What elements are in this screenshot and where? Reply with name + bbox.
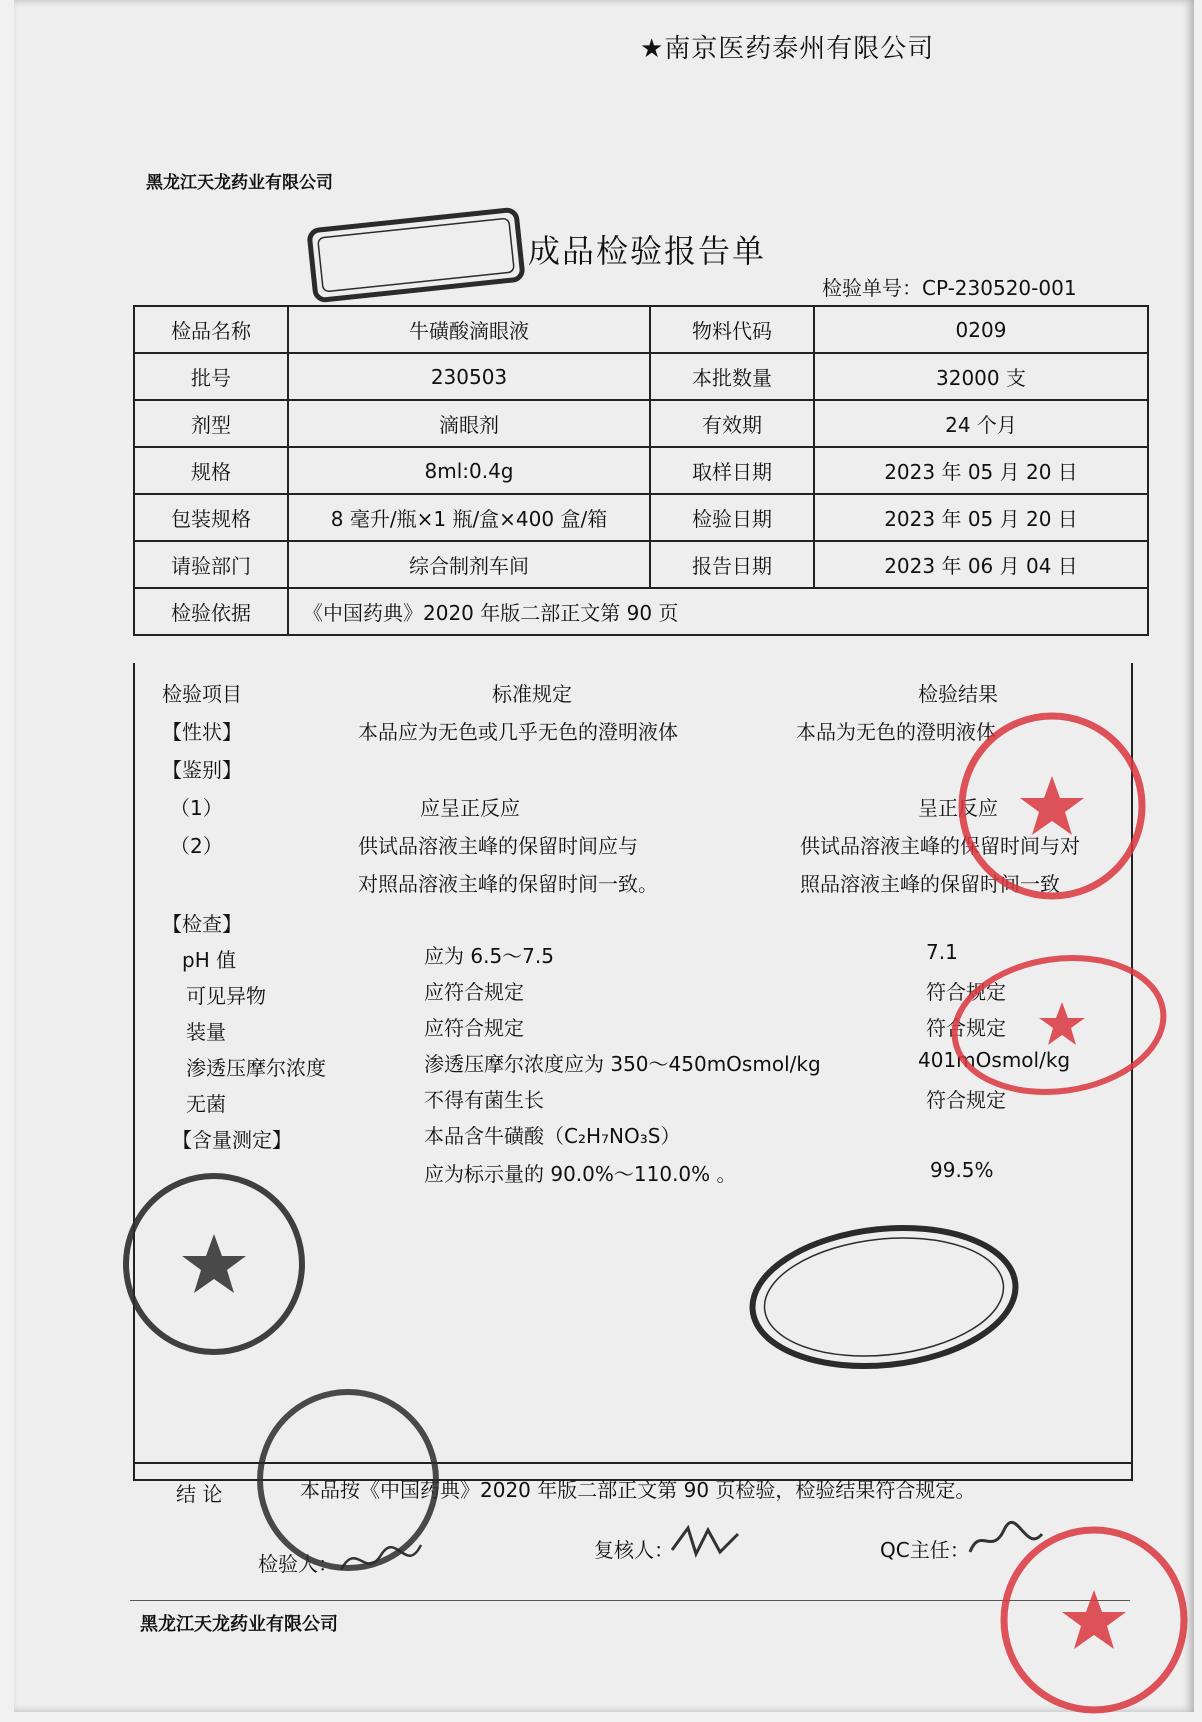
check-result: 401mOsmol/kg xyxy=(918,1048,1071,1072)
inspection-seal-stamp xyxy=(248,1380,448,1584)
char-standard: 本品应为无色或几乎无色的澄明液体 xyxy=(358,720,678,744)
tianxi-copy-stamp xyxy=(944,950,1174,1104)
info-label: 请验部门 xyxy=(134,541,288,588)
info-value: 2023 年 05 月 20 日 xyxy=(814,447,1148,494)
table-row xyxy=(134,447,1148,494)
basis-value: 《中国药典》2020 年版二部正文第 90 页 xyxy=(288,588,1148,635)
bottom-right-qc-stamp xyxy=(994,1520,1194,1722)
info-table xyxy=(133,305,1149,636)
report-number xyxy=(822,272,1077,301)
check-name: pH 值 xyxy=(182,948,237,972)
ident2-standard-2: 对照品溶液主峰的保留时间一致。 xyxy=(358,872,658,896)
qc-label: QC主任： xyxy=(880,1538,970,1562)
info-label: 有效期 xyxy=(650,400,814,447)
top-company-label: ★南京医药泰州有限公司 xyxy=(640,34,935,64)
table-row xyxy=(134,588,1148,635)
tianxi-qm-stamp xyxy=(114,1164,314,1368)
info-value: 230503 xyxy=(288,353,650,400)
info-label: 包装规格 xyxy=(134,494,288,541)
assay-result: 99.5% xyxy=(930,1158,994,1182)
ident1-result: 呈正反应 xyxy=(918,796,998,820)
info-label: 物料代码 xyxy=(650,306,814,353)
conclusion-text: 本品按《中国药典》2020 年版二部正文第 90 页检验，检验结果符合规定。 xyxy=(300,1478,976,1502)
table-row xyxy=(134,541,1148,588)
assay-standard-2: 应为标示量的 90.0%～110.0% 。 xyxy=(424,1162,737,1186)
footer-company: 黑龙江天龙药业有限公司 xyxy=(140,1614,338,1635)
report-title: 成品检验报告单 xyxy=(528,232,767,270)
head-item: 检验项目 xyxy=(162,682,242,706)
info-value: 8ml:0.4g xyxy=(288,447,650,494)
info-value: 滴眼剂 xyxy=(288,400,650,447)
check-result: 符合规定 xyxy=(926,980,1006,1004)
check-name: 渗透压摩尔浓度 xyxy=(186,1056,326,1080)
reviewer-label: 复核人： xyxy=(594,1538,674,1562)
reviewer-signature xyxy=(668,1520,748,1564)
info-label: 取样日期 xyxy=(650,447,814,494)
info-value: 2023 年 05 月 20 日 xyxy=(814,494,1148,541)
table-row xyxy=(134,494,1148,541)
check-label: 【检查】 xyxy=(162,912,242,936)
ident-label: 【鉴别】 xyxy=(162,758,242,782)
basis-label: 检验依据 xyxy=(134,588,288,635)
check-result: 符合规定 xyxy=(926,1088,1006,1112)
footer-rule xyxy=(130,1600,1130,1601)
info-label: 本批数量 xyxy=(650,353,814,400)
check-standard: 不得有菌生长 xyxy=(424,1088,544,1112)
info-value: 2023 年 06 月 04 日 xyxy=(814,541,1148,588)
assay-standard-1: 本品含牛磺酸（C₂H₇NO₃S） xyxy=(424,1124,681,1148)
info-value: 32000 支 xyxy=(814,353,1148,400)
table-row xyxy=(134,353,1148,400)
check-name: 装量 xyxy=(186,1020,226,1044)
ident2-standard-1: 供试品溶液主峰的保留时间应与 xyxy=(358,834,638,858)
info-label: 报告日期 xyxy=(650,541,814,588)
head-result: 检验结果 xyxy=(918,682,998,706)
info-label: 规格 xyxy=(134,447,288,494)
check-name: 可见异物 xyxy=(186,984,266,1008)
check-name: 无菌 xyxy=(186,1092,226,1116)
info-value: 牛磺酸滴眼液 xyxy=(288,306,650,353)
conclusion-label: 结 论 xyxy=(176,1482,223,1506)
info-value: 8 毫升/瓶×1 瓶/盒×400 盒/箱 xyxy=(288,494,650,541)
info-value: 0209 xyxy=(814,306,1148,353)
info-label: 剂型 xyxy=(134,400,288,447)
info-label: 检验日期 xyxy=(650,494,814,541)
factory-release-stamp xyxy=(306,210,526,304)
report-number-value: CP-230520-001 xyxy=(922,276,1077,300)
check-standard: 应为 6.5～7.5 xyxy=(424,944,554,968)
ident2-no: （2） xyxy=(170,834,223,858)
nj-taizhou-stamp xyxy=(952,706,1152,910)
check-standard: 渗透压摩尔浓度应为 350～450mOsmol/kg xyxy=(424,1052,821,1076)
info-label: 检品名称 xyxy=(134,306,288,353)
info-value: 综合制剂车间 xyxy=(288,541,650,588)
report-number-label: 检验单号： xyxy=(822,276,922,300)
hainan-qm-stamp xyxy=(744,1222,1024,1376)
ident2-result-1: 供试品溶液主峰的保留时间与对 xyxy=(800,834,1080,858)
assay-label: 【含量测定】 xyxy=(172,1128,292,1152)
head-standard: 标准规定 xyxy=(492,682,572,706)
check-standard: 应符合规定 xyxy=(424,980,524,1004)
char-result: 本品为无色的澄明液体 xyxy=(796,720,996,744)
check-result: 符合规定 xyxy=(926,1016,1006,1040)
info-label: 批号 xyxy=(134,353,288,400)
check-result: 7.1 xyxy=(926,940,958,964)
info-value: 24 个月 xyxy=(814,400,1148,447)
table-row xyxy=(134,400,1148,447)
check-standard: 应符合规定 xyxy=(424,1016,524,1040)
issuer-company-line: 黑龙江天龙药业有限公司 xyxy=(146,173,333,193)
inspector-label: 检验人： xyxy=(258,1552,338,1576)
ident1-no: （1） xyxy=(170,796,223,820)
table-row xyxy=(134,306,1148,353)
ident1-standard: 应呈正反应 xyxy=(420,796,520,820)
char-label: 【性状】 xyxy=(162,720,242,744)
ident2-result-2: 照品溶液主峰的保留时间一致 xyxy=(800,872,1060,896)
